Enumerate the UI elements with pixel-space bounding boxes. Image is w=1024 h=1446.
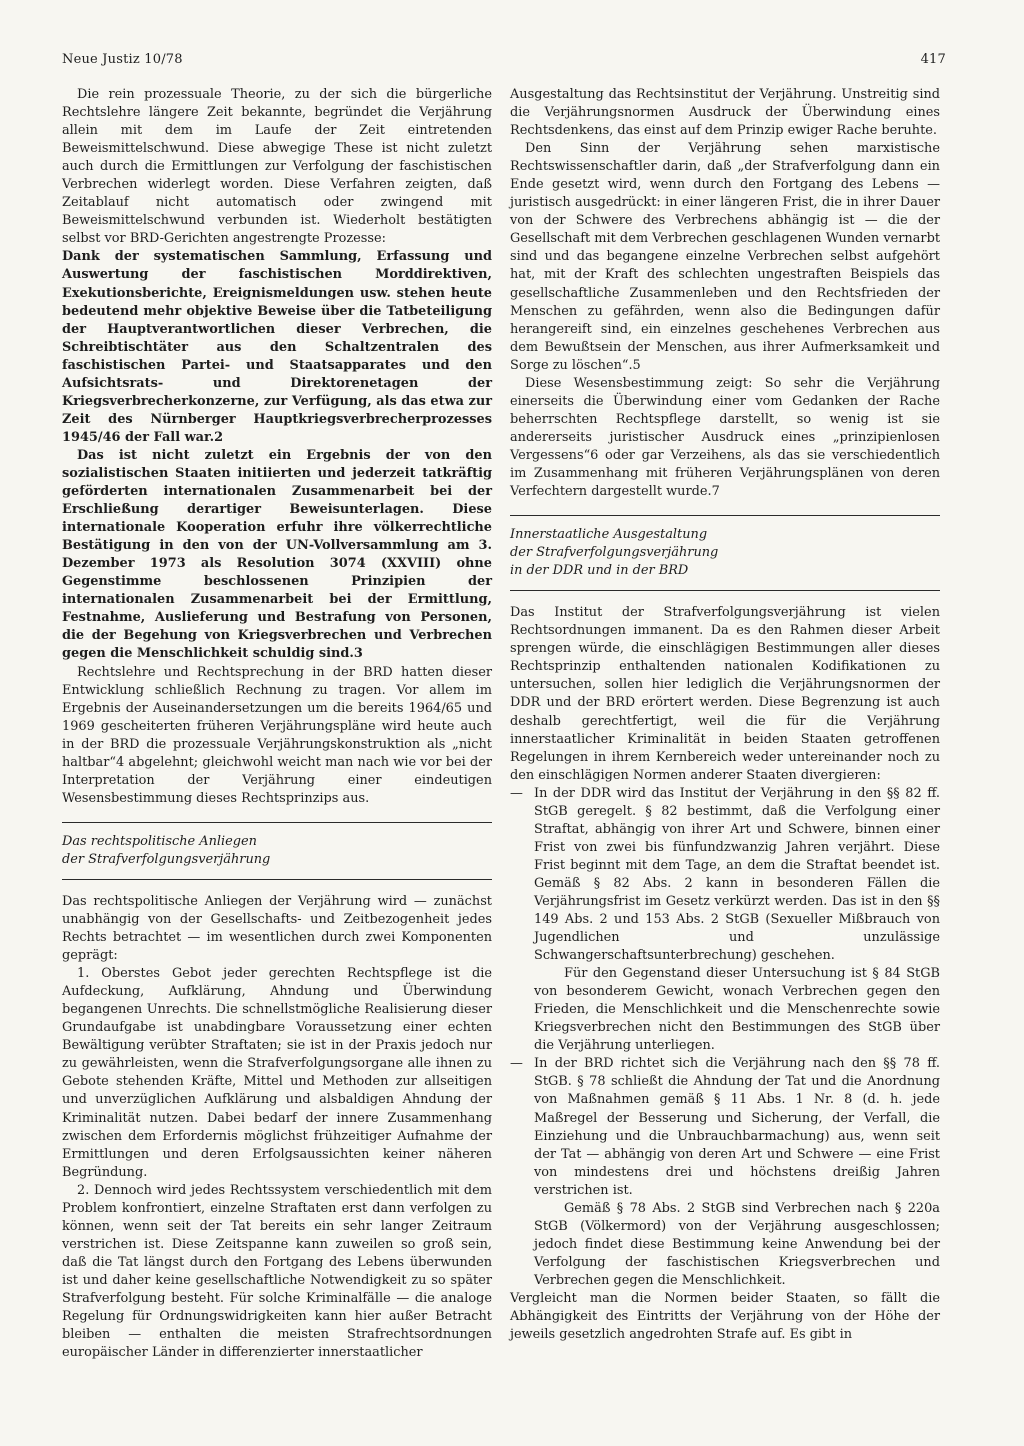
section-heading-line: in der DDR und in der BRD <box>510 563 689 579</box>
paragraph: Das rechtspolitische Anliegen der Verjährung wird — zunächst unabhängig von der Gesellschafts- und Zeitbezogenheit jedes Rechts betrachtet — im wesentlichen durch zwei Komponenten geprägt: <box>62 893 492 964</box>
paragraph: 2. Dennoch wird jedes Rechtssystem verschiedentlich mit dem Problem konfrontiert, einzelne Straftaten erst dann verfolgen zu können, wenn seit der Tat bereits ein sehr langer Zeitraum verstrichen ist. Diese Zeitspanne kann zuweilen so groß sein, daß die Tat längst durch den Fortgang des Lebens überwunden ist und daher keine gesellschaftliche Notwendigkeit zu so später Strafverfolgung besteht. Für solche Kriminalfälle — die analoge Regelung für Ordnungswidrigkeiten kann hier außer Betracht bleiben — enthalten die meisten Strafrechtsordnungen europäischer Länder in differenzierter innerstaatlicher <box>62 1182 492 1361</box>
paragraph: Den Sinn der Verjährung sehen marxistische Rechtswissenschaftler darin, daß „der Strafverfolgung dann ein Ende gesetzt wird, wenn durch den Fortgang des Lebens — juristisch ausgedrückt: in einer längeren Frist, die in ihrer Dauer von der Schwere des Verbrechens abhängig ist — die der Gesellschaft mit dem Verbrechen geschlagenen Wunden vernarbt sind und das begangene einzelne Verbrechen selbst aufgehört hat, mit der Kraft des schlechten ungestraften Beispiels das gesellschaftliche Zusammenleben und den Rechtsfrieden der Menschen zu gefährden, wenn also die Bedingungen dafür herangereift sind, ein einzelnes geschehenes Verbrechen aus dem Bewußtsein der Menschen, aus ihrer Aufmerksamkeit und Sorge zu löschen“.5 <box>510 141 940 373</box>
paragraph-bold: Dank der systematischen Sammlung, Erfassung und Auswertung der faschistischen Morddirektiven, Exekutionsberichte, Ereignismeldungen usw. stehen heute bedeutend mehr objektive Beweise über die Tatbeteiligung der Hauptverantwortlichen dieser Verbrechen, die Schreibtischtäter aus den Schaltzentralen des faschistischen Partei- und Staatsapparates und den Aufsichtsrats- und Direktorenetagen der Kriegsverbrecherkonzerne, zur Verfügung, als das etwa zur Zeit des Nürnberger Hauptkriegsverbrecherprozesses 1945/46 der Fall war.2 <box>62 249 492 445</box>
list-item <box>510 1055 940 1199</box>
paragraph: Die rein prozessuale Theorie, zu der sich die bürgerliche Rechtslehre längere Zeit bekannte, begründet die Verjährung allein mit dem im Laufe der Zeit eintretenden Beweismittelschwund. Diese abwegige These ist nicht zuletzt auch durch die Ermittlungen zur Verfolgung der faschistischen Verbrechen widerlegt worden. Diese Verfahren zeigten, daß Zeitablauf nicht automatisch oder zwingend mit Beweismittelschwund verbunden ist. Wiederholt bestätigten selbst vor BRD-Gerichten angestrengte Prozesse: <box>62 87 492 247</box>
dash-bullet: — <box>510 785 523 801</box>
paragraph: Diese Wesensbestimmung zeigt: So sehr die Verjährung einerseits die Überwindung einer vom Gedanken der Rache beherrschten Rechtspflege darstellt, so wenig ist sie andererseits juristischer Ausdruck eines „prinzipienlosen Vergessens“6 oder gar Verzeihens, als das sie verschiedentlich im Zusammenhang mit früheren Verjährungsplänen von deren Verfechtern dargestellt wurde.7 <box>510 375 940 500</box>
page-header <box>62 52 946 67</box>
section-heading-line: der Strafverfolgungsverjährung <box>62 851 271 867</box>
paragraph-bold: Das ist nicht zuletzt ein Ergebnis der von den sozialistischen Staaten initiierten und jederzeit tatkräftig geförderten internationalen Zusammenarbeit bei der Erschließung derartiger Beweisunterlagen. Diese internationale Kooperation erfuhr ihre völkerrechtliche Bestätigung in den von der UN-Vollversammlung am 3. Dezember 1973 als Resolution 3074 (XXVIII) ohne Gegenstimme beschlossenen Prinzipien der internationalen Zusammenarbeit bei der Ermittlung, Festnahme, Auslieferung und Bestrafung von Personen, die der Begehung von Kriegsverbrechen und Verbrechen gegen die Menschlichkeit schuldig sind.3 <box>62 447 492 662</box>
paragraph: Ausgestaltung das Rechtsinstitut der Verjährung. Unstreitig sind die Verjährungsnormen Ausdruck der Überwindung eines Rechtsdenkens, das einst auf dem Prinzip ewiger Rache beruhte. <box>510 87 940 139</box>
paragraph: Rechtslehre und Rechtsprechung in der BRD hatten dieser Entwicklung schließlich Rechnung zu tragen. Vor allem im Ergebnis der Auseinandersetzungen um die bereits 1964/65 und 1969 gescheiterten früheren Verjährungspläne wird heute auch in der BRD die prozessuale Verjährungskonstruktion als „nicht haltbar“4 abgelehnt; gleichwohl weicht man nach wie vor bei der Interpretation der Verjährung einer eindeutigen Wesensbestimmung dieses Rechtsprinzips aus. <box>62 664 492 806</box>
paragraph: 1. Oberstes Gebot jeder gerechten Rechtspflege ist die Aufdeckung, Aufklärung, Ahndung und Überwindung begangenen Unrechts. Die schnellstmögliche Realisierung dieser Grundaufgabe ist unabdingbare Voraussetzung einer echten Bewältigung verübter Straftaten; sie ist in der Praxis jedoch nur zu gewährleisten, wenn die Strafverfolgungsorgane alle ihnen zu Gebote stehenden Kräfte, Mittel und Methoden zur allseitigen und unverzüglichen Aufklärung und alsbaldigen Ahndung der Kriminalität nutzen. Dabei bedarf der innere Zusammenhang zwischen dem Erfordernis möglichst frühzeitiger Aufnahme der Ermittlungen und deren Erfolgsaussichten keiner näheren Begründung. <box>62 966 492 1180</box>
paragraph: Vergleicht man die Normen beider Staaten, so fällt die Abhängigkeit des Eintritts der Verjährung von der Höhe der jeweils gesetzlich angedrohten Strafe auf. Es gibt in <box>510 1291 940 1343</box>
list-item-subparagraph: Gemäß § 78 Abs. 2 StGB sind Verbrechen nach § 220a StGB (Völkermord) von der Verjährung ausgeschlossen; jedoch findet diese Bestimmung keine Anwendung bei der Verfolgung der faschistischen Kriegsverbrechen und Verbrechen gegen die Menschlichkeit. <box>534 1200 940 1288</box>
list-item <box>510 785 940 965</box>
left-column <box>62 86 492 1362</box>
section-divider <box>510 515 940 516</box>
list-item-text: In der BRD richtet sich die Verjährung nach den §§ 78 ff. StGB. § 78 schließt die Ahndung der Tat und die Anordnung von Maßnahmen gemäß § 11 Abs. 1 Nr. 8 (d. h. jede Maßregel der Besserung und Sicherung, der Verfall, die Einziehung und die Unbrauchbarmachung) aus, wenn seit der Tat — abhängig von deren Art und Schwere — eine Frist von mindestens drei und höchstens dreißig Jahren verstrichen ist. <box>534 1056 940 1198</box>
section-divider <box>62 822 492 823</box>
section-divider <box>62 879 492 880</box>
list-item-text: In der DDR wird das Institut der Verjährung in den §§ 82 ff. StGB geregelt. § 82 bestimmt, daß die Verfolgung einer Straftat, abhängig von ihrer Art und Schwere, binnen einer Frist von zwei bis fünfundzwanzig Jahren verjährt. Diese Frist beginnt mit dem Tage, an dem die Straftat beendet ist. Gemäß § 82 Abs. 2 kann in besonderen Fällen die Verjährungsfrist im Gesetz verkürzt werden. Das ist in den §§ 149 Abs. 2 und 153 Abs. 2 StGB (Sexueller Mißbrauch von Jugendlichen und unzulässige Schwangerschaftsunterbrechung) geschehen. <box>534 785 940 964</box>
journal-title: Neue Justiz 10/78 <box>62 52 183 67</box>
dash-bullet: — <box>510 1056 523 1072</box>
page-number: 417 <box>920 52 946 67</box>
section-heading-line: Das rechtspolitische Anliegen <box>62 833 257 849</box>
list-item-subparagraph: Für den Gegenstand dieser Untersuchung ist § 84 StGB von besonderem Gewicht, wonach Verbrechen gegen den Frieden, die Menschlichkeit und die Menschenrechte sowie Kriegsverbrechen nicht den Bestimmungen des StGB über die Verjährung unterliegen. <box>534 966 940 1054</box>
right-column <box>510 86 940 1344</box>
section-heading-line: der Strafverfolgungsverjährung <box>510 545 719 561</box>
paragraph: Das Institut der Strafverfolgungsverjährung ist vielen Rechtsordnungen immanent. Da es den Rahmen dieser Arbeit sprengen würde, die einschlägigen Bestimmungen aller dieses Rechtsprinzip enthaltenden nationalen Kodifikationen zu untersuchen, sollen hier lediglich die Verjährungsnormen der DDR und der BRD erörtert werden. Diese Begrenzung ist auch deshalb gerechtfertigt, weil die für die Verjährung innerstaatlicher Kriminalität in beiden Staaten getroffenen Regelungen in ihrem Kernbereich weder untereinander noch zu den einschlägigen Normen anderer Staaten divergieren: <box>510 605 940 783</box>
section-divider <box>510 590 940 591</box>
section-heading-line: Innerstaatliche Ausgestaltung <box>510 527 708 543</box>
